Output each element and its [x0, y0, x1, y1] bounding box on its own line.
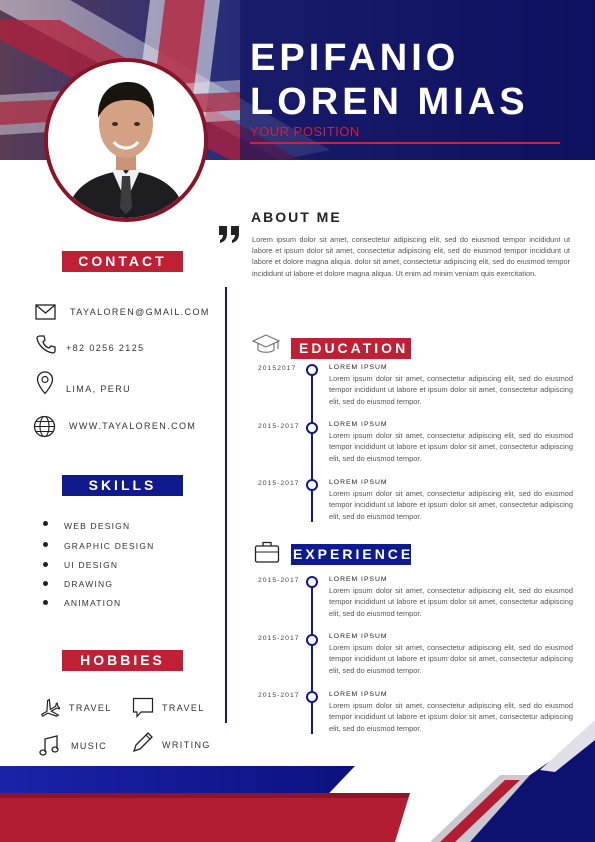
- timeline-dot: [306, 576, 318, 588]
- hobby-label: WRITING: [162, 740, 211, 750]
- hobby-label: TRAVEL: [69, 703, 112, 713]
- skill-item: GRAPHIC DESIGN: [64, 541, 155, 551]
- hobbies-heading: HOBBIES: [62, 650, 183, 671]
- footer-decoration: [0, 700, 595, 842]
- timeline-dot: [306, 364, 318, 376]
- skills-heading: SKILLS: [62, 475, 183, 496]
- education-item-title: LOREM IPSUM: [329, 364, 388, 371]
- contact-website[interactable]: WWW.TAYALOREN.COM: [69, 421, 197, 431]
- hobby-label: TRAVEL: [162, 703, 205, 713]
- skill-bullet: [43, 542, 48, 547]
- first-name: EPIFANIO: [250, 37, 460, 79]
- location-pin-icon: [36, 371, 54, 395]
- contact-email[interactable]: TAYALOREN@GMAIL.COM: [70, 307, 210, 317]
- mail-icon: [35, 304, 56, 320]
- hobby-label: MUSIC: [71, 741, 107, 751]
- skill-bullet: [43, 600, 48, 605]
- position-underline: [250, 142, 560, 144]
- contact-phone: +82 0256 2125: [66, 343, 145, 353]
- globe-icon: [33, 415, 56, 438]
- education-item-text: Lorem ipsum dolor sit amet, consectetur adipiscing elit, sed do eiusmod tempor incididunt ut labore et ipsum dolor sit amet, consectetur adipiscing elit, sed do eiusmod tempor.: [329, 489, 573, 521]
- profile-photo: [44, 58, 208, 222]
- education-timeline: [311, 370, 313, 522]
- timeline-dot: [306, 634, 318, 646]
- education-heading: EDUCATION: [291, 338, 411, 359]
- graduation-cap-icon: [252, 333, 280, 357]
- skill-item: UI DESIGN: [64, 560, 119, 570]
- skill-item: DRAWING: [64, 579, 114, 589]
- column-divider: [225, 287, 227, 723]
- education-item-text: Lorem ipsum dolor sit amet, consectetur adipiscing elit, sed do eiusmod tempor incididunt ut labore et ipsum dolor sit amet, consectetur adipiscing elit, sed do eiusmod tempor.: [329, 374, 573, 406]
- skill-bullet: [43, 581, 48, 586]
- contact-location: LIMA, PERU: [66, 384, 132, 394]
- phone-icon: [36, 334, 56, 354]
- experience-item-title: LOREM IPSUM: [329, 576, 388, 583]
- experience-item-text: Lorem ipsum dolor sit amet, consectetur adipiscing elit, sed do eiusmod tempor incididunt ut labore et ipsum dolor sit amet, consectetur adipiscing elit, sed do eiusmod tempor.: [329, 701, 573, 733]
- education-item-title: LOREM IPSUM: [329, 421, 388, 428]
- experience-item-text: Lorem ipsum dolor sit amet, consectetur adipiscing elit, sed do eiusmod tempor incididunt ut labore et ipsum dolor sit amet, consectetur adipiscing elit, sed do eiusmod tempor.: [329, 643, 573, 675]
- experience-item-title: LOREM IPSUM: [329, 633, 388, 640]
- skill-bullet: [43, 521, 48, 526]
- briefcase-icon: [254, 540, 280, 564]
- education-year: 2015-2017: [258, 423, 300, 430]
- skill-item: WEB DESIGN: [64, 521, 131, 531]
- about-text: Lorem ipsum dolor sit amet, consectetur adipiscing elit, sed do eiusmod tempor incididunt ut labore et ipsum dolor sit amet, consectetur adipiscing elit, sed do eiusmod tempor incididunt ut labore et dolore magna aliqua. dolor sit amet, consectetur adipiscing elit, sed do eiusmod tempor incididunt ut labore et dolore magna aliqua. Ut enim ad minim veniam quis exercitation.: [252, 235, 570, 278]
- experience-year: 2015-2017: [258, 692, 300, 699]
- education-item-text: Lorem ipsum dolor sit amet, consectetur adipiscing elit, sed do eiusmod tempor incididunt ut labore et ipsum dolor sit amet, consectetur adipiscing elit, sed do eiusmod tempor.: [329, 431, 573, 463]
- experience-heading: EXPERIENCE: [291, 544, 411, 565]
- experience-year: 2015-2017: [258, 577, 300, 584]
- experience-item-text: Lorem ipsum dolor sit amet, consectetur adipiscing elit, sed do eiusmod tempor incididunt ut labore et ipsum dolor sit amet, consectetur adipiscing elit, sed do eiusmod tempor.: [329, 586, 573, 618]
- contact-heading: CONTACT: [62, 251, 183, 272]
- quote-icon: [217, 224, 241, 244]
- experience-item-title: LOREM IPSUM: [329, 691, 388, 698]
- skill-bullet: [43, 562, 48, 567]
- position-title: YOUR POSITION: [250, 124, 360, 139]
- timeline-dot: [306, 422, 318, 434]
- education-year: 2015-2017: [258, 480, 300, 487]
- last-name: LOREN MIAS: [250, 81, 529, 123]
- experience-year: 2015-2017: [258, 635, 300, 642]
- skill-item: ANIMATION: [64, 598, 122, 608]
- about-heading: ABOUT ME: [251, 209, 342, 225]
- education-year: 20152017: [258, 365, 297, 372]
- education-item-title: LOREM IPSUM: [329, 479, 388, 486]
- timeline-dot: [306, 479, 318, 491]
